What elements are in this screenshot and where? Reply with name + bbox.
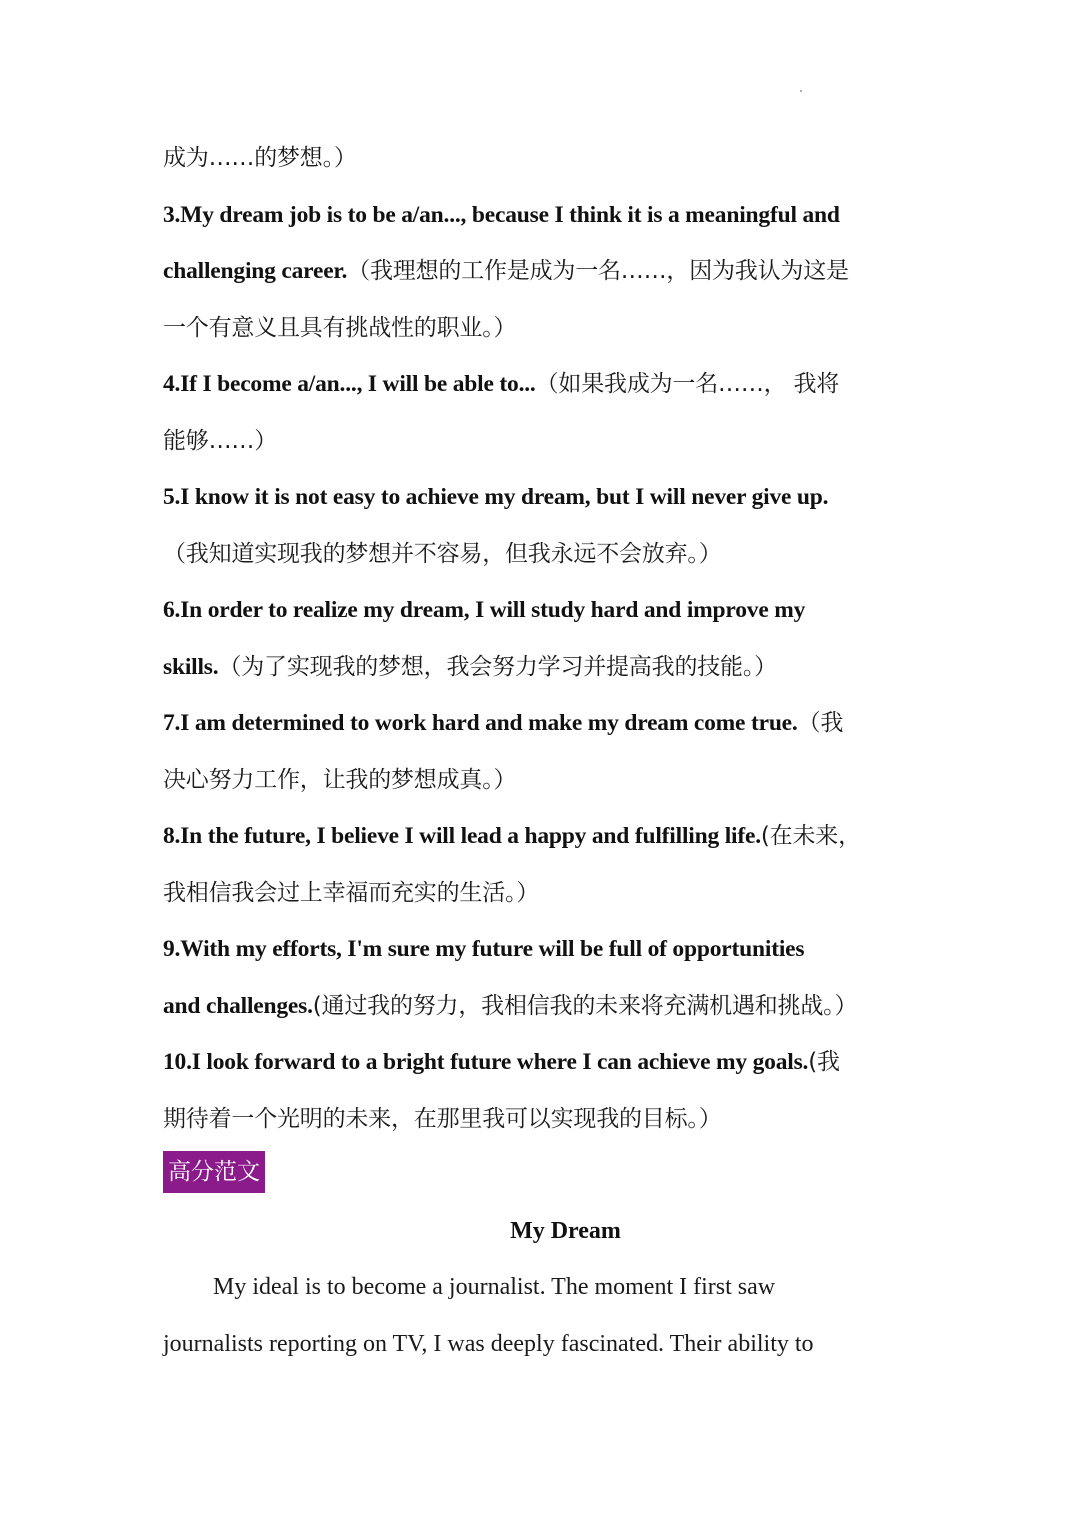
essay-paragraph-line: My ideal is to become a journalist. The moment I first saw xyxy=(213,1274,776,1300)
english-text: 8.In the future, I believe I will lead a happy and fulfilling life. xyxy=(163,823,761,849)
text-line-10 xyxy=(163,639,943,696)
sentence-5 xyxy=(163,469,943,526)
essay-title: My Dream xyxy=(510,1218,621,1244)
english-text: 10.I look forward to a bright future where I can achieve my goals. xyxy=(163,1049,809,1075)
text-line-14 xyxy=(163,865,943,922)
chinese-text: (通过我的努力，我相信我的未来将充满机遇和挑战。） xyxy=(312,992,858,1019)
document-content xyxy=(163,130,943,1373)
text-line-18 xyxy=(163,1091,943,1148)
chinese-text: 一个有意义且具有挑战性的职业。） xyxy=(163,314,517,341)
chinese-text: 成为……的梦想。） xyxy=(163,145,357,171)
chinese-text: （为了实现我的梦想，我会努力学习并提高我的技能。） xyxy=(218,653,777,680)
english-text: skills. xyxy=(163,653,219,680)
chinese-text: （如果我成为一名……， 我将 xyxy=(535,371,840,397)
essay-paragraph-line: journalists reporting on TV, I was deeply fascinated. Their ability to xyxy=(163,1331,814,1357)
english-text: challenging career. xyxy=(163,258,348,284)
chinese-text: （我知道实现我的梦想并不容易，但我永远不会放弃。） xyxy=(163,540,722,567)
english-text: 9.With my efforts, I'm sure my future will be full of opportunities xyxy=(163,936,805,962)
chinese-text: 我相信我会过上幸福而充实的生活。） xyxy=(163,879,540,906)
section-tag: 高分范文 xyxy=(163,1151,265,1193)
sentence-3 xyxy=(163,187,943,244)
english-text: 3.My dream job is to be a/an..., because I think it is a meaningful and xyxy=(163,201,840,228)
chinese-text: 能够……） xyxy=(163,427,278,454)
section-tag-row xyxy=(163,1147,943,1203)
chinese-text: （我 xyxy=(797,710,844,736)
text-line-4 xyxy=(163,300,943,357)
chinese-text: (我 xyxy=(808,1049,840,1075)
chinese-text: 决心努力工作，让我的梦想成真。） xyxy=(163,766,517,793)
sentence-6 xyxy=(163,582,943,639)
text-line-12 xyxy=(163,752,943,809)
chinese-text: (在未来， xyxy=(760,823,861,849)
english-text: 4.If I become a/an..., I will be able to... xyxy=(163,371,536,397)
text-line-1 xyxy=(163,130,943,187)
sentence-10 xyxy=(163,1034,943,1091)
chinese-text: 期待着一个光明的未来，在那里我可以实现我的目标。） xyxy=(163,1105,722,1132)
english-text: 7.I am determined to work hard and make my dream come true. xyxy=(163,710,798,736)
scan-dot xyxy=(800,90,802,92)
chinese-text: （我理想的工作是成为一名……，因为我认为这是 xyxy=(347,258,849,284)
text-line-6 xyxy=(163,413,943,470)
english-text: 5.I know it is not easy to achieve my dream, but I will never give up. xyxy=(163,484,829,510)
sentence-4 xyxy=(163,356,943,413)
english-text: 6.In order to realize my dream, I will study hard and improve my xyxy=(163,597,806,623)
sentence-9 xyxy=(163,921,943,978)
text-line-3 xyxy=(163,243,943,300)
english-text: and challenges. xyxy=(163,992,313,1019)
text-line-16 xyxy=(163,978,943,1035)
sentence-8 xyxy=(163,808,943,865)
text-line-8 xyxy=(163,526,943,583)
sentence-7 xyxy=(163,695,943,752)
